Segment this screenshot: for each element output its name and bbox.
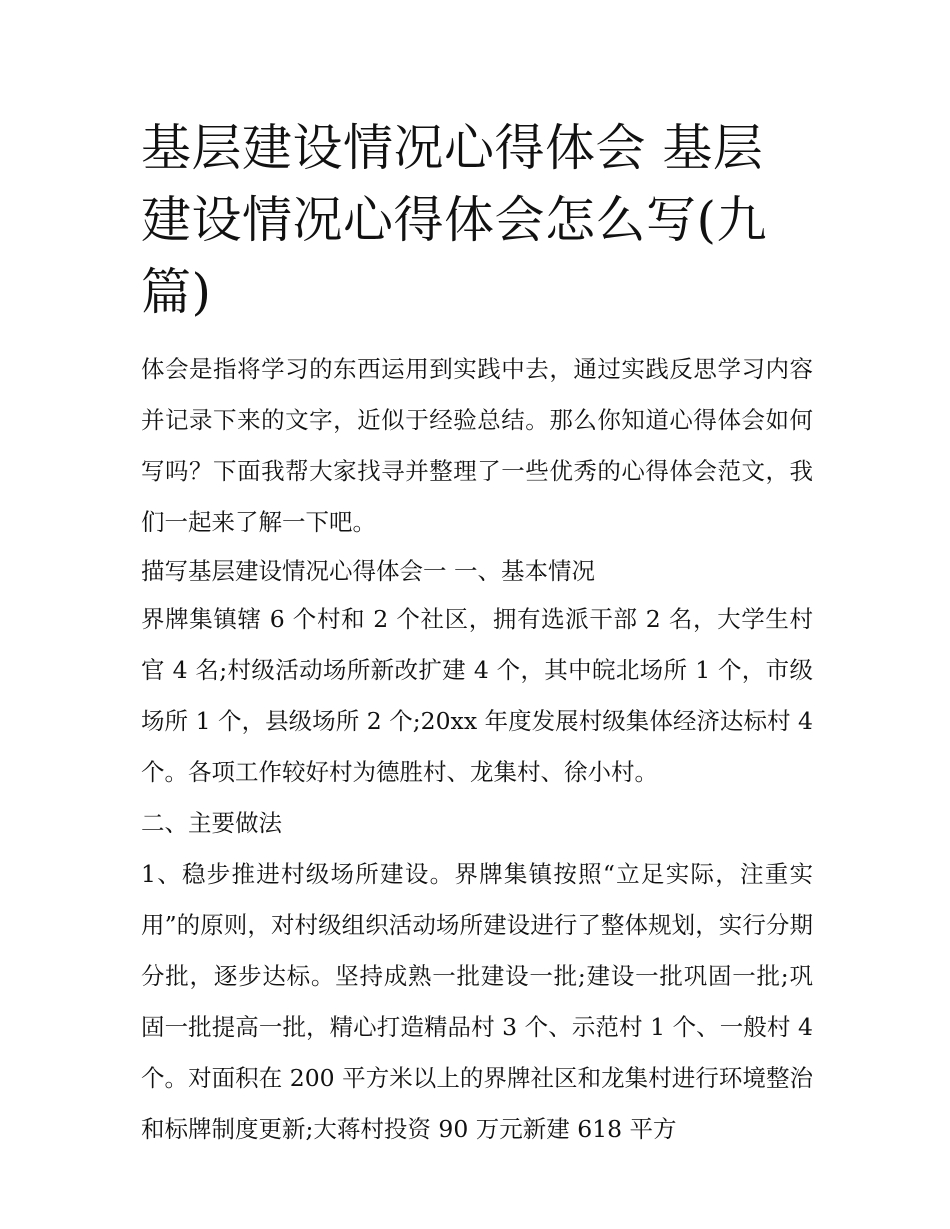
section-heading-basic-situation: 描写基层建设情况心得体会一 一、基本情况 xyxy=(141,557,595,585)
section-heading-main-practices: 二、主要做法 xyxy=(141,809,282,837)
intro-paragraph: 体会是指将学习的东西运用到实践中去，通过实践反思学习内容并记录下来的文字，近似于经验总结。那么你知道心得体会如何写吗？下面我帮大家找寻并整理了一些优秀的心得体会范文，我们一起来了解一下吧。 xyxy=(141,355,813,536)
document-page xyxy=(141,112,813,1155)
document-body xyxy=(141,344,813,1155)
basic-situation-paragraph: 界牌集镇辖 6 个村和 2 个社区，拥有选派干部 2 名，大学生村官 4 名;村级活动场所新改扩建 4 个，其中皖北场所 1 个，市级场所 1 个，县级场所 2 个;20xx 年度发展村级集体经济达标村 4 个。各项工作较好村为德胜村、龙集村、徐小村。 xyxy=(141,605,813,786)
document-title: 基层建设情况心得体会 基层建设情况心得体会怎么写(九篇) xyxy=(141,119,768,321)
main-practices-paragraph: 1、稳步推进村级场所建设。界牌集镇按照“立足实际，注重实用”的原则，对村级组织活动场所建设进行了整体规划，实行分期分批，逐步达标。坚持成熟一批建设一批;建设一批巩固一批;巩固一批提高一批，精心打造精品村 3 个、示范村 1 个、一般村 4 个。对面积在 200 平方米以上的界牌社区和龙集村进行环境整治和标牌制度更新;大蒋村投资 90 万元新建 618 平方 xyxy=(141,860,813,1143)
